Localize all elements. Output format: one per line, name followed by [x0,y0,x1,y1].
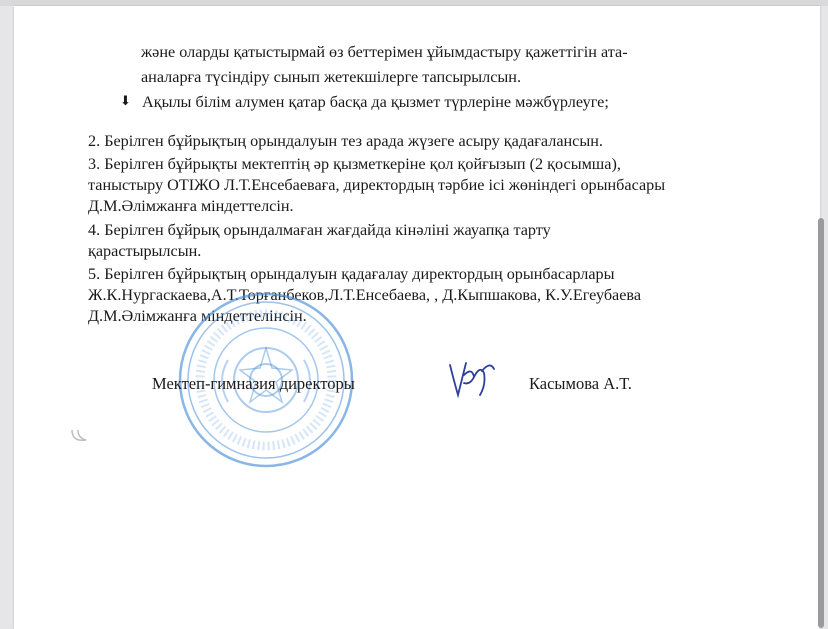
signatory-role: Мектеп-гимназия директоры [152,374,355,393]
paragraph-line: 5. Берілген бұйрықтың орындалуын қадағалау директордың орынбасарлары [88,265,615,283]
paragraph-line: қарастырылсын. [88,242,202,260]
bullet-item-line-1: және оларды қатыстырмай өз беттерімен ұйымдастыру қажеттігін ата- [141,43,628,61]
paragraph-5 [88,264,641,327]
arrow-bullet-icon: ⬇ [120,93,131,108]
paragraph-line: Д.М.Әлімжанға міндеттелсін. [88,197,294,215]
paragraph-line: 3. Берілген бұйрықты мектептің әр қызметкеріне қол қойғызып (2 қосымша), [88,155,621,173]
paragraph-2 [88,131,603,152]
scrollbar-thumb[interactable] [818,218,824,628]
paragraph-line: Д.М.Әлімжанға міндеттелінсін. [88,307,307,325]
paragraph-line: таныстыру ОТІЖО Л.Т.Енсебаеваға, директордың тәрбие ісі жөніндегі орынбасары [88,176,666,194]
handwritten-signature-icon [444,355,500,403]
punch-hole-mark-icon [68,420,96,444]
signatory-name: Касымова А.Т. [529,374,632,393]
paragraph-3 [88,154,665,217]
paragraph-line: Ж.К.Нургаскаева,А.Т.Торғанбеков,Л.Т.Енсебаева, , Д.Кыпшакова, К.У.Егеубаева [88,286,642,304]
paragraph-line: 2. Берілген бұйрықтың орындалуын тез арада жүзеге асыру қадағалансын. [88,132,603,150]
paragraph-line: 4. Берілген бұйрық орындалмаған жағдайда кінәліні жауапқа тарту [88,221,551,239]
document-page [14,6,820,629]
bullet-item-2-text: Ақылы білім алумен қатар басқа да қызмет түрлеріне мәжбүрлеуге; [142,93,609,111]
bullet-item-2 [120,91,609,114]
paragraph-4 [88,220,551,262]
bullet-item-line-2: аналарға түсіндіру сынып жетекшілерге тапсырылсын. [141,68,522,86]
